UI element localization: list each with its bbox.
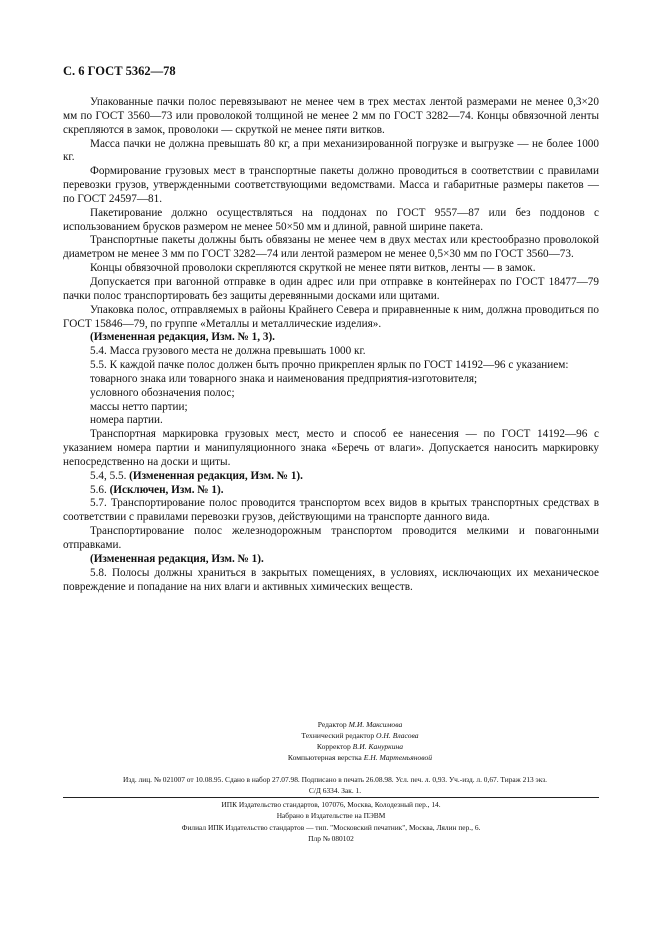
paragraph: Масса пачки не должна превышать 80 кг, а при механизированной погрузке и выгрузке — не более 1000 кг.: [63, 137, 599, 164]
clause-5-5: 5.5. К каждой пачке полос должен быть прочно прикреплен ярлык по ГОСТ 14192—96 с указанием:: [90, 359, 569, 372]
paragraph: Транспортная маркировка грузовых мест, место и способ ее нанесения — по ГОСТ 14192—96 с указанием номера партии и манипуляционного знака «Беречь от влаги». Допускается наносить маркировку непосредственно на доски и щиты.: [63, 428, 599, 468]
clause-ref: 5.4, 5.5.: [90, 469, 127, 482]
clause-ref: 5.6.: [90, 483, 107, 496]
paragraph: Формирование грузовых мест в транспортные пакеты должно проводиться в соответствии с правилами перевозки грузов, утвержденными соответствующими ведомствами. Масса и габаритные размеры пакетов — по ГОСТ 24597—81.: [63, 165, 599, 205]
footer-line: Плр № 080102: [308, 833, 354, 843]
credit-tech-editor: Технический редактор О.Н. Власова: [301, 731, 419, 740]
credit-layout: Компьютерная верстка Е.Н. Мартемьяновой: [287, 753, 433, 762]
clause-5-4: 5.4. Масса грузового места не должна превышать 1000 кг.: [90, 345, 366, 358]
publication-info: [40, 775, 630, 796]
footer-divider: [63, 797, 599, 798]
page-header: С. 6 ГОСТ 5362—78: [63, 64, 176, 78]
paragraph: Упакованные пачки полос перевязывают не менее чем в трех местах лентой размерами не менее 0,3×20 мм по ГОСТ 3560—73 или проволокой толщиной не менее 2 мм по ГОСТ 3282—74. Концы обвязочной ленты скрепляются в замок, проволоки — скруткой не менее пяти витков.: [63, 96, 599, 136]
excluded-note: (Исключен, Изм. № 1).: [109, 483, 224, 496]
publisher-footer: [63, 799, 599, 844]
amendment-note: (Измененная редакция, Изм. № 1).: [90, 552, 264, 565]
paragraph: Концы обвязочной проволоки скрепляются скруткой не менее пяти витков, ленты — в замок.: [90, 262, 536, 275]
editorial-credits: [200, 719, 520, 763]
footer-line: Набрано в Издательстве на ПЭВМ: [276, 811, 386, 821]
clause-5-7: 5.7. Транспортирование полос проводится транспортом всех видов в крытых транспортных средствах в соответствии с правилами перевозки грузов, действующими на транспорте данного вида.: [63, 497, 599, 524]
list-item: номера партии.: [90, 414, 163, 427]
paragraph: Допускается при вагонной отправке в один адрес или при отправке в контейнерах по ГОСТ 18477—79 пачки полос транспортировать без защиты деревянными досками или щитами.: [63, 275, 599, 302]
paragraph: Упаковка полос, отправляемых в районы Крайнего Севера и приравненные к ним, должна проводиться по ГОСТ 15846—79, по группе «Металлы и металлические изделия».: [63, 303, 599, 330]
document-body: [63, 96, 599, 594]
clause-5-6: [63, 484, 599, 498]
amendment-line: [63, 470, 599, 484]
credit-corrector: Корректор В.И. Кануркина: [316, 742, 404, 751]
paragraph: Транспортирование полос железнодорожным транспортом проводится мелкими и повагонными отправками.: [63, 525, 599, 551]
list-item: массы нетто партии;: [90, 400, 188, 413]
publication-info-line: Изд. лиц. № 021007 от 10.08.95. Сдано в набор 27.07.98. Подписано в печать 26.08.98. Усл. печ. л. 0,93. Уч.-изд. л. 0,67. Тираж 213 экз.: [122, 775, 547, 784]
footer-line: Филиал ИПК Издательство стандартов — тип. "Московский печатник", Москва, Лялин пер., 6.: [181, 822, 481, 832]
amendment-note: (Измененная редакция, Изм. № 1, 3).: [90, 331, 275, 344]
list-item: условного обозначения полос;: [90, 386, 235, 399]
footer-line: ИПК Издательство стандартов, 107076, Москва, Колодезный пер., 14.: [221, 800, 441, 809]
credit-editor: Редактор М.И. Максимова: [317, 720, 403, 729]
publication-info-line: С/Д 6334. Зак. 1.: [308, 785, 362, 795]
paragraph: Пакетирование должно осуществляться на поддонах по ГОСТ 9557—87 или без поддонов с использованием брусков размером не менее 50×50 мм и длиной, равной ширине пакета.: [63, 206, 599, 233]
list-item: товарного знака или товарного знака и наименования предприятия-изготовителя;: [90, 372, 478, 385]
clause-5-8: 5.8. Полосы должны храниться в закрытых помещениях, в условиях, исключающих их механическое повреждение и попадание на них влаги и активных химических веществ.: [63, 566, 599, 593]
paragraph: Транспортные пакеты должны быть обвязаны не менее чем в двух местах или крестообразно проволокой диаметром не менее 3 мм по ГОСТ 3282—74 или лентой размером не менее 0,5×30 мм по ГОСТ 3560—73.: [63, 234, 599, 261]
amendment-note: (Измененная редакция, Изм. № 1).: [129, 469, 303, 482]
